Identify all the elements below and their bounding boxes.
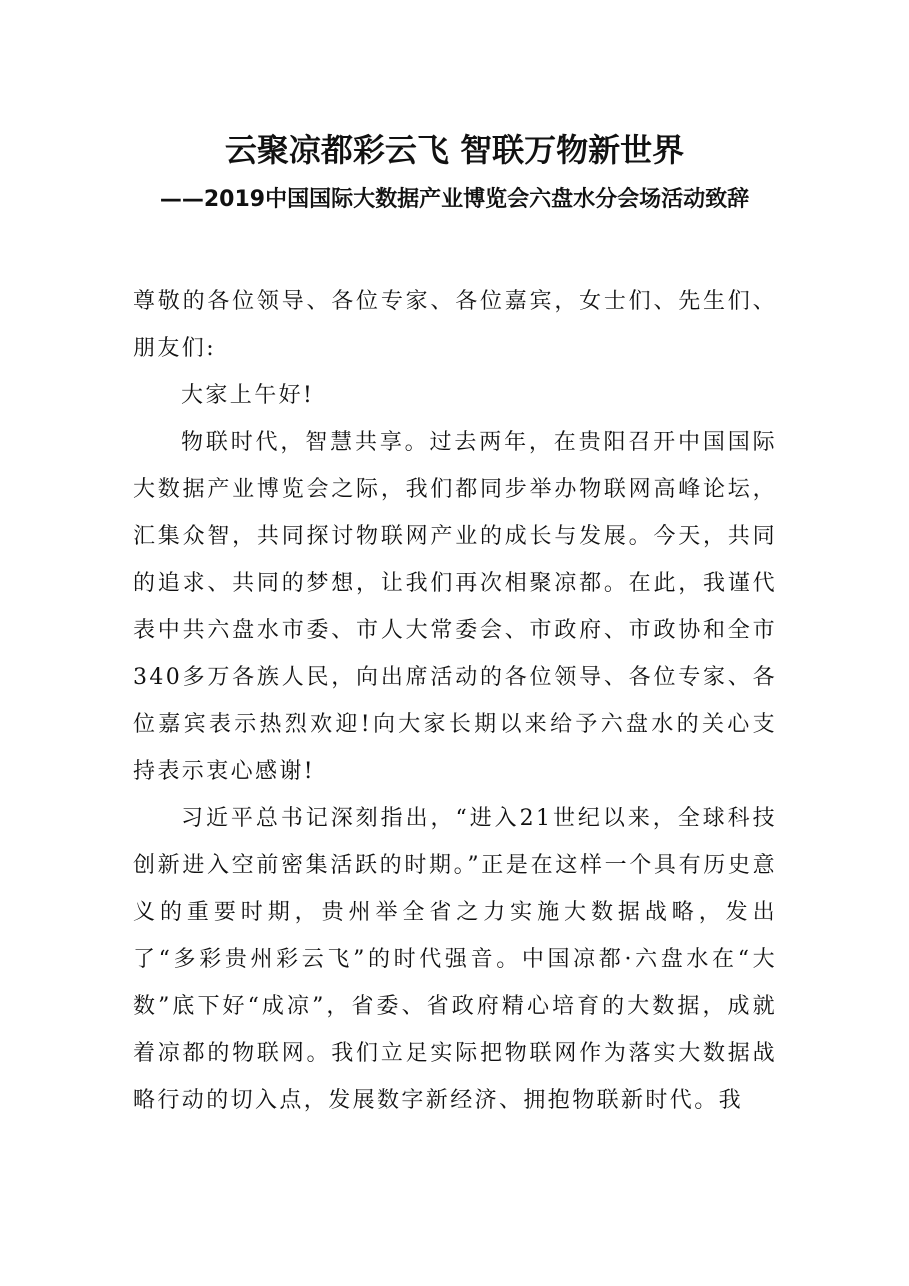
document-title: 云聚凉都彩云飞 智联万物新世界 <box>224 131 685 169</box>
greeting-paragraph: 大家上午好! <box>181 383 315 408</box>
body-paragraph: 物联时代，智慧共享。过去两年，在贵阳召开中国国际大数据产业博览会之际，我们都同步举办物联网高峰论坛，汇集众智，共同探讨物联网产业的成长与发展。今天，共同的追求、共同的梦想，让我们再次相聚凉都。在此，我谨代表中共六盘水市委、市人大常委会、市政府、市政协和全市340多万各族人民，向出席活动的各位领导、各位专家、各位嘉宾表示热烈欢迎!向大家长期以来给予六盘水的关心支持表示衷心感谢! <box>133 430 777 784</box>
document-subtitle: ——2019中国国际大数据产业博览会六盘水分会场活动致辞 <box>159 187 750 212</box>
salutation-paragraph: 尊敬的各位领导、各位专家、各位嘉宾，女士们、先生们、朋友们: <box>133 289 777 361</box>
document-body <box>133 278 777 1124</box>
body-paragraph: 习近平总书记深刻指出，“进入21世纪以来，全球科技创新进入空前密集活跃的时期。”正是在这样一个具有历史意义的重要时期，贵州举全省之力实施大数据战略，发出了“多彩贵州彩云飞”的时代强音。中国凉都·六盘水在“大数”底下好“成凉”，省委、省政府精心培育的大数据，成就着凉都的物联网。我们立足实际把物联网作为落实大数据战略行动的切入点，发展数字新经济、拥抱物联新时代。我 <box>133 806 777 1113</box>
